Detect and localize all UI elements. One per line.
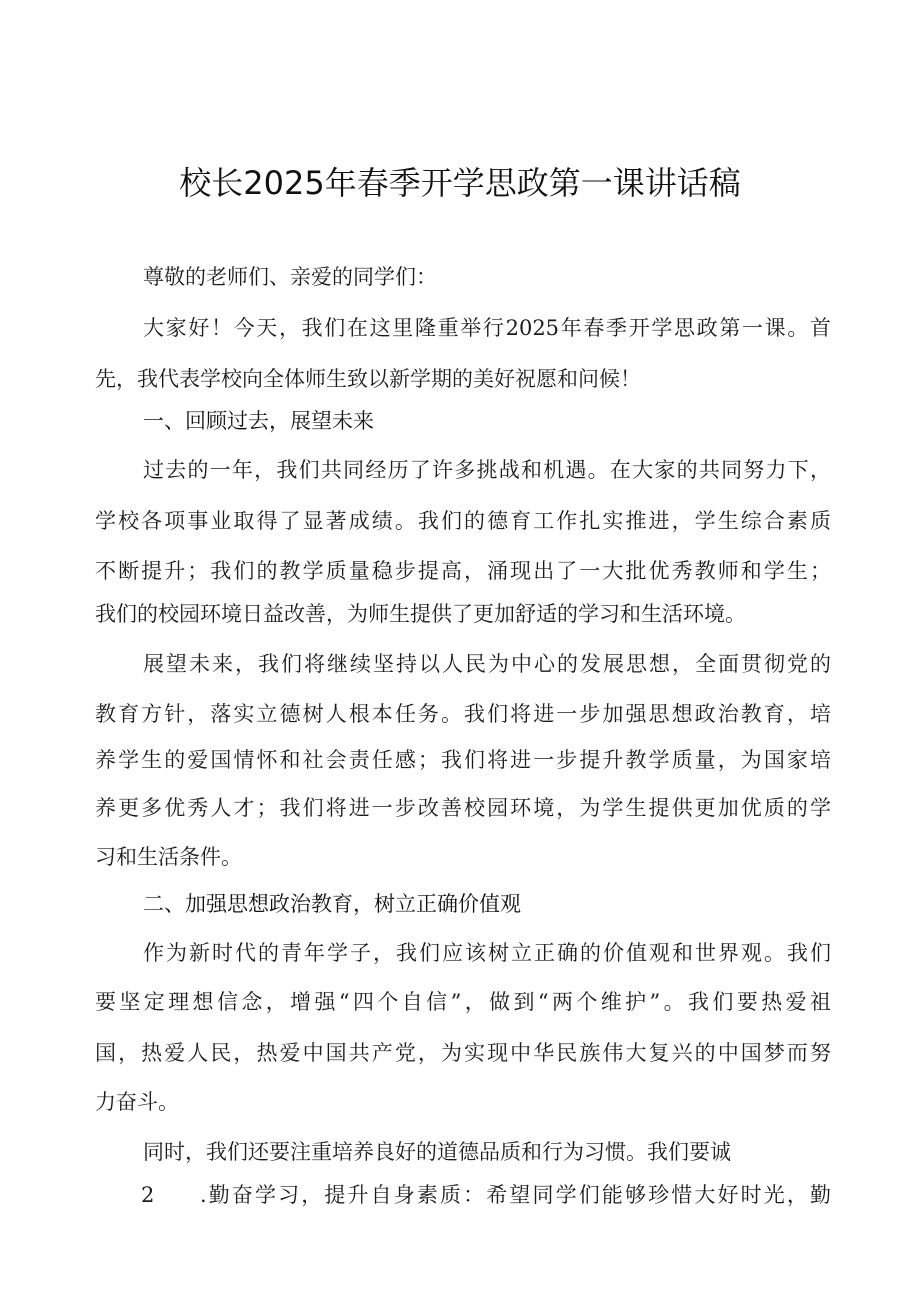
document-title: 校长2025年春季开学思政第一课讲话稿 xyxy=(179,164,741,202)
section-1-p2-line-5: 习和生活条件。 xyxy=(95,845,242,869)
section-1-p2-line-3: 养学生的爱国情怀和社会责任感；我们将进一步提升教学质量，为国家培 xyxy=(95,748,831,772)
section-1-p1-line-2: 学校各项事业取得了显著成绩。我们的德育工作扎实推进，学生综合素质 xyxy=(95,509,831,533)
list-item-number: 2 xyxy=(141,1183,155,1207)
section-2-p1-line-4: 力奋斗。 xyxy=(95,1090,179,1114)
section-1-p1-line-3: 不断提升；我们的教学质量稳步提高，涌现出了一大批优秀教师和学生； xyxy=(95,559,831,583)
section-2-p2-line-1: 同时，我们还要注重培养良好的道德品质和行为习惯。我们要诚 xyxy=(143,1140,731,1164)
section-1-p2-line-4: 养更多优秀人才；我们将进一步改善校园环境，为学生提供更加优质的学 xyxy=(95,796,831,820)
list-item-text: .勤奋学习，提升自身素质：希望同学们能够珍惜大好时光，勤 xyxy=(200,1183,831,1207)
section-1-p2-line-1: 展望未来，我们将继续坚持以人民为中心的发展思想，全面贯彻党的 xyxy=(143,652,831,676)
section-1-p1-line-4: 我们的校园环境日益改善，为师生提供了更加舒适的学习和生活环境。 xyxy=(95,602,746,626)
section-1-p1-line-1: 过去的一年，我们共同经历了许多挑战和机遇。在大家的共同努力下， xyxy=(143,458,831,482)
intro-line-2: 先，我代表学校向全体师生致以新学期的美好祝愿和问候！ xyxy=(95,367,641,391)
intro-line-1: 大家好！今天，我们在这里隆重举行2025年春季开学思政第一课。首 xyxy=(143,316,831,340)
section-1-heading: 一、回顾过去，展望未来 xyxy=(143,409,374,433)
section-1-p2-line-2: 教育方针，落实立德树人根本任务。我们将进一步加强思想政治教育，培 xyxy=(95,702,831,726)
section-2-p1-line-1: 作为新时代的青年学子，我们应该树立正确的价值观和世界观。我们 xyxy=(143,941,831,965)
section-2-p1-line-3: 国，热爱人民，热爱中国共产党，为实现中华民族伟大复兴的中国梦而努 xyxy=(95,1041,831,1065)
section-2-p1-line-2: 要坚定理想信念，增强“四个自信”，做到“两个维护”。我们要热爱祖 xyxy=(95,990,831,1014)
greeting: 尊敬的老师们、亲爱的同学们： xyxy=(143,265,437,289)
section-2-heading: 二、加强思想政治教育，树立正确价值观 xyxy=(143,892,521,916)
